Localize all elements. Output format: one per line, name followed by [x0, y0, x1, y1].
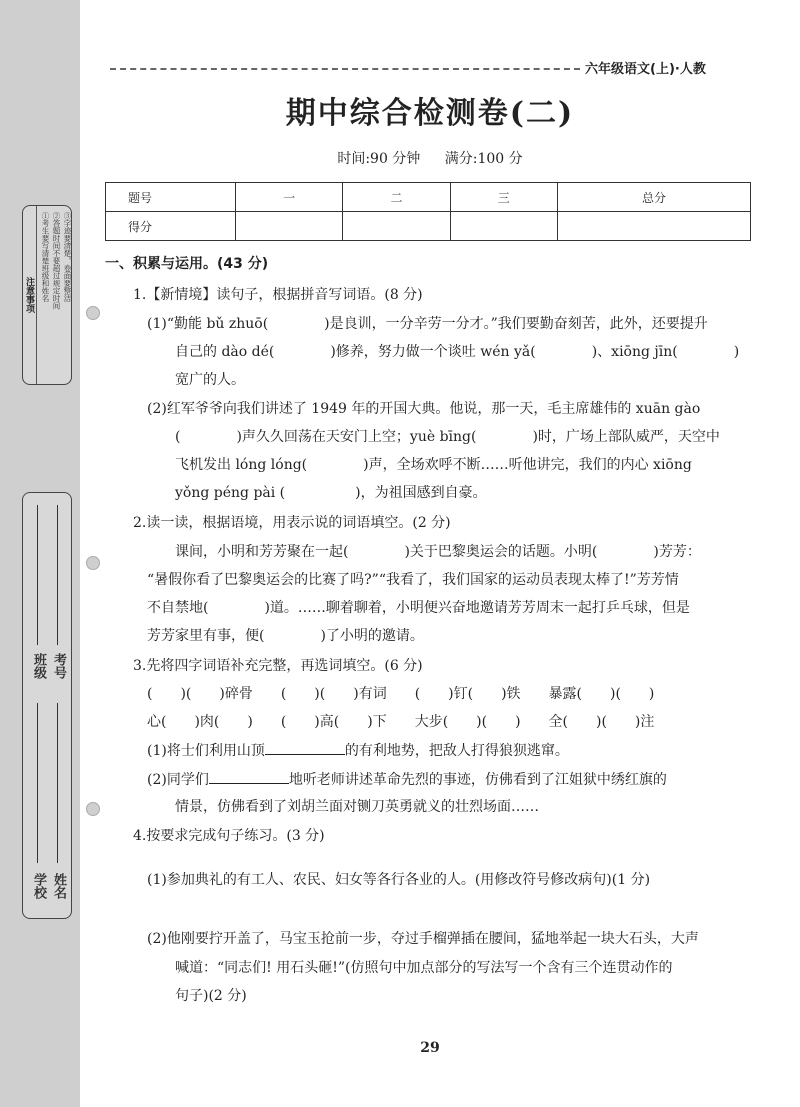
q3-sub1-text: (1)将士们利用山顶: [147, 743, 265, 759]
q2-title: 2.读一读，根据语境，用表示说的词语填空。(2 分): [133, 515, 451, 531]
binding-hole: [86, 802, 100, 816]
score-input-cell[interactable]: [236, 212, 343, 241]
q3-sub2-text: (2)同学们: [147, 772, 209, 788]
score-row-label: 得分: [106, 212, 236, 241]
school-write-line[interactable]: [37, 703, 38, 863]
q2-line: 不自禁地( )道。……聊着聊着，小明便兴奋地邀请芳芳周末一起打乒乓球，但是: [147, 600, 690, 616]
score-table-cell: 一: [236, 183, 343, 212]
full-score: 满分:100 分: [444, 151, 523, 167]
name-write-line[interactable]: [57, 703, 58, 863]
score-table-header-row: [106, 183, 751, 212]
q3-title: 3.先将四字词语补充完整，再选词填空。(6 分): [133, 658, 423, 674]
notice-title: 注意事项: [26, 206, 37, 384]
score-table-cell: 三: [450, 183, 557, 212]
name-label: 姓名: [51, 873, 66, 899]
score-table-score-row: [106, 212, 751, 241]
page-number: 29: [420, 1040, 440, 1056]
q3-sub1: [147, 740, 569, 761]
section-heading: 一、积累与运用。(43 分): [105, 256, 269, 272]
q1-line: (2)红军爷爷向我们讲述了 1949 年的开国大典。他说，那一天，毛主席雄伟的 xuān gào: [147, 401, 701, 417]
q1-line: yǒng péng pài ( )，为祖国感到自豪。: [175, 485, 487, 501]
score-table-cell: 题号: [106, 183, 236, 212]
exam-no-write-line[interactable]: [57, 505, 58, 645]
q3-sub1-text: 的有利地势，把敌人打得狼狈逃窜。: [344, 743, 569, 759]
q4-sub2-line: (2)他刚要拧开盖了，马宝玉抢前一步，夺过手榴弹插在腰间，猛地举起一块大石头，大声: [147, 931, 699, 947]
q4-sub1: (1)参加典礼的有工人、农民、妇女等各行各业的人。(用修改符号修改病句)(1 分): [147, 872, 651, 888]
header-dash-line: [110, 68, 580, 70]
time-limit: 时间:90 分钟: [337, 151, 421, 167]
score-table: [105, 182, 751, 241]
q4-sub2-line: 句子)(2 分): [175, 988, 247, 1004]
q1-line: ( )声久久回荡在天安门上空；yuè bīng( )时，广场上部队威严，天空中: [175, 429, 720, 445]
binding-hole: [86, 556, 100, 570]
q3-sub2: [147, 769, 667, 790]
page-title: 期中综合检测卷(二): [285, 96, 575, 131]
school-label: 学校: [31, 873, 46, 899]
q2-line: 芳芳家里有事，便( )了小明的邀请。: [147, 628, 424, 644]
notice-item: ②答题时间不要超过规定时间: [52, 212, 61, 310]
q4-sub2-line: 喊道：“同志们! 用石头砸!”(仿照句中加点部分的写法写一个含有三个连贯动作的: [175, 960, 673, 976]
class-label: 班级: [31, 653, 46, 679]
score-input-cell[interactable]: [557, 212, 750, 241]
score-table-cell: 总分: [557, 183, 750, 212]
q1-title: 1.【新情境】读句子，根据拼音写词语。(8 分): [133, 287, 423, 303]
q2-line: “暑假你看了巴黎奥运会的比赛了吗?”“我看了，我们国家的运动员表现太棒了!”芳芳情: [147, 572, 679, 588]
binding-hole: [86, 306, 100, 320]
q1-line: 自己的 dào dé( )修养，努力做一个谈吐 wén yǎ( )、xiōng jīn( ): [175, 344, 740, 360]
notice-item: ③字迹要清楚，卷面要整洁: [63, 212, 72, 302]
q1-line: 飞机发出 lóng lóng( )声，全场欢呼不断……听他讲完，我们的内心 xiōng: [175, 457, 692, 473]
score-input-cell[interactable]: [343, 212, 450, 241]
q2-line: 课间，小明和芳芳聚在一起( )关于巴黎奥运会的话题。小明( )芳芳：: [175, 544, 701, 560]
q3-words-line: ( )( )碎骨 ( )( )有词 ( )钉( )铁 暴露( )( ): [147, 686, 655, 702]
score-input-cell[interactable]: [450, 212, 557, 241]
series-label: 六年级语文(上)·人教: [585, 62, 706, 77]
q3-words-line: 心( )肉( ) ( )高( )下 大步( )( ) 全( )( )注: [147, 714, 655, 730]
notice-box: [22, 205, 72, 385]
q3-sub2-text: 地听老师讲述革命先烈的事迹，仿佛看到了江姐狱中绣红旗的: [288, 772, 667, 788]
q1-line: 宽广的人。: [175, 372, 245, 388]
class-write-line[interactable]: [37, 505, 38, 645]
q4-title: 4.按要求完成句子练习。(3 分): [133, 828, 325, 844]
time-info: [0, 148, 800, 168]
notice-item: ①考生要写清楚班级和姓名: [41, 212, 50, 302]
q3-sub2-cont: 情景，仿佛看到了刘胡兰面对铡刀英勇就义的壮烈场面……: [175, 799, 539, 815]
exam-no-label: 考号: [51, 653, 66, 679]
answer-blank[interactable]: [265, 740, 345, 755]
q1-line: (1)“勤能 bǔ zhuō( )是良训，一分辛劳一分才。”我们要勤奋刻苦，此外，还要提升: [147, 316, 708, 332]
answer-blank[interactable]: [209, 769, 289, 784]
score-table-cell: 二: [343, 183, 450, 212]
student-info-box: [22, 492, 72, 919]
